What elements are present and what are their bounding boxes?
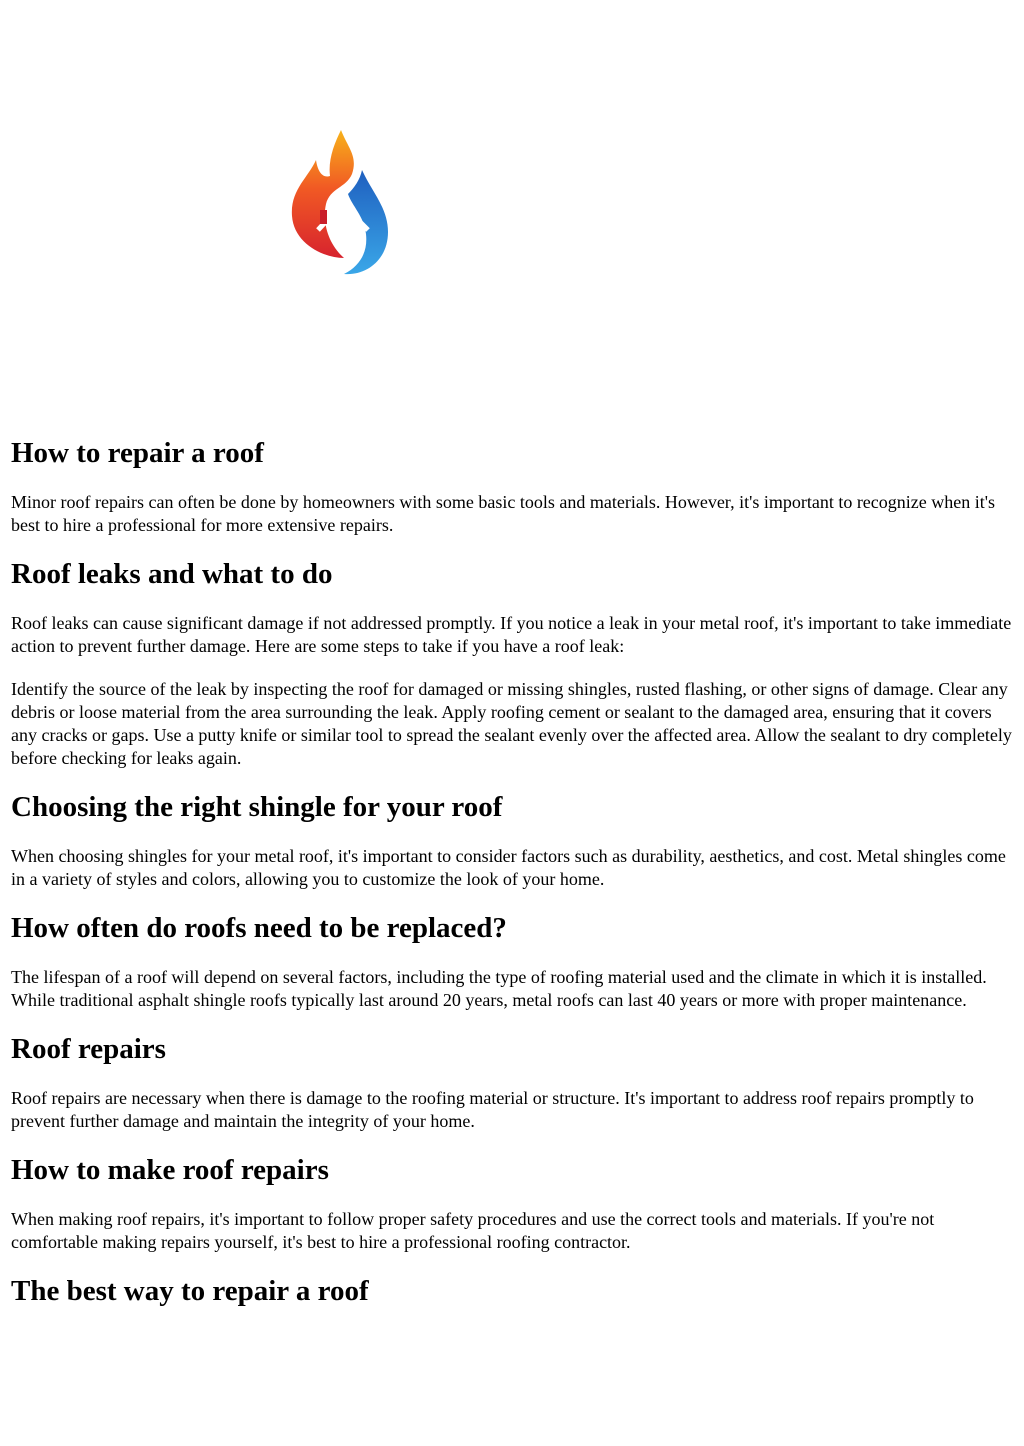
section-roof-repairs bbox=[11, 1032, 1015, 1133]
section-paragraph: Roof repairs are necessary when there is damage to the roofing material or structure. It's important to address roof repairs promptly to prevent further damage and maintain the integrity of your home. bbox=[11, 1088, 974, 1131]
section-heading: Roof leaks and what to do bbox=[11, 558, 333, 590]
section-how-to-make-repairs bbox=[11, 1153, 1015, 1254]
section-heading: Choosing the right shingle for your roof bbox=[11, 791, 503, 823]
section-paragraph: When making roof repairs, it's important to follow proper safety procedures and use the correct tools and materials. If you're not comfortable making repairs yourself, it's best to hire a professional roofing contractor. bbox=[11, 1209, 935, 1252]
section-how-to-repair bbox=[11, 436, 1015, 537]
logo bbox=[286, 126, 394, 282]
section-how-often-replaced bbox=[11, 911, 1015, 1012]
section-paragraph: Identify the source of the leak by inspecting the roof for damaged or missing shingles, rusted flashing, or other signs of damage. Clear any debris or loose material from the area surrounding the leak. Apply roofing cement or sealant to the damaged area, ensuring that it covers any cracks or gaps. Use a putty knife or similar tool to spread the sealant evenly over the affected area. Allow the sealant to dry completely before checking for leaks again. bbox=[11, 679, 1012, 768]
article bbox=[11, 436, 1015, 1329]
section-heading: How to repair a roof bbox=[11, 437, 264, 469]
flame-drop-house-logo-icon bbox=[286, 126, 394, 282]
section-choosing-shingle bbox=[11, 790, 1015, 891]
section-heading: The best way to repair a roof bbox=[11, 1275, 369, 1307]
section-roof-leaks bbox=[11, 557, 1015, 770]
section-heading: How often do roofs need to be replaced? bbox=[11, 912, 507, 944]
section-paragraph: Roof leaks can cause significant damage if not addressed promptly. If you notice a leak in your metal roof, it's important to take immediate action to prevent further damage. Here are some steps to take if you have a roof leak: bbox=[11, 613, 1012, 656]
section-paragraph: Minor roof repairs can often be done by homeowners with some basic tools and materials. However, it's important to recognize when it's best to hire a professional for more extensive repairs. bbox=[11, 492, 996, 535]
section-paragraph: When choosing shingles for your metal roof, it's important to consider factors such as durability, aesthetics, and cost. Metal shingles come in a variety of styles and colors, allowing you to customize the look of your home. bbox=[11, 846, 1006, 889]
section-best-way bbox=[11, 1274, 1015, 1308]
section-heading: Roof repairs bbox=[11, 1033, 166, 1065]
section-heading: How to make roof repairs bbox=[11, 1154, 329, 1186]
section-paragraph: The lifespan of a roof will depend on several factors, including the type of roofing material used and the climate in which it is installed. While traditional asphalt shingle roofs typically last around 20 years, metal roofs can last 40 years or more with proper maintenance. bbox=[11, 967, 987, 1010]
